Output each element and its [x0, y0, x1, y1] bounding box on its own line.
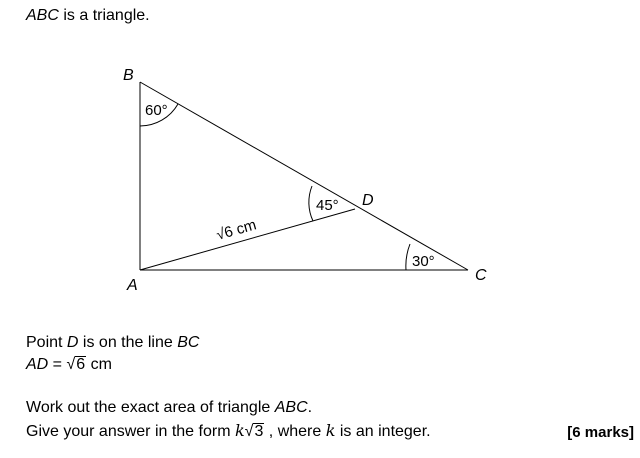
answer-text-3: is an integer. — [335, 423, 431, 440]
vertex-d-label: D — [362, 192, 374, 209]
task-var-abc: ABC — [274, 399, 308, 416]
task-period: . — [307, 399, 313, 416]
unit-text: cm — [86, 356, 112, 373]
statement-var-d: D — [66, 334, 79, 351]
ad-var: AD — [26, 356, 49, 373]
vertex-c-label: C — [475, 267, 487, 284]
vertex-a-label: A — [127, 277, 138, 294]
intro-body: is a triangle. — [58, 7, 150, 24]
answer-text-2: , where — [264, 423, 326, 440]
side-bc — [140, 82, 468, 270]
answer-var-k-2: k — [325, 421, 336, 440]
statement-text: Point — [26, 334, 67, 351]
radical-sign-2: √ — [244, 423, 254, 440]
task-statement — [26, 398, 312, 418]
length-ad-label: √6 cm — [214, 216, 259, 244]
sqrt-3 — [245, 422, 265, 442]
statement-var-bc: BC — [177, 334, 200, 351]
task-text: Work out the exact area of triangle — [26, 399, 275, 416]
radicand-2: 3 — [254, 423, 264, 440]
intro-vars: ABC — [26, 7, 59, 24]
vertex-b-label: B — [123, 67, 134, 84]
angle-c-arc — [406, 244, 410, 270]
angle-d-label: 45° — [316, 197, 339, 214]
point-d-statement — [26, 333, 199, 353]
radical-sign: √ — [66, 356, 76, 373]
angle-b-label: 60° — [145, 102, 168, 119]
angle-c-label: 30° — [412, 253, 435, 270]
answer-text: Give your answer in the form — [26, 423, 235, 440]
answer-form-statement — [26, 421, 431, 442]
ad-length-statement — [26, 355, 112, 375]
statement-text-2: is on the line — [78, 334, 178, 351]
angle-d-arc — [309, 186, 313, 221]
answer-var-k: k — [234, 421, 245, 440]
sqrt-6 — [66, 355, 86, 375]
equals-sign: = — [48, 356, 67, 373]
radicand: 6 — [76, 356, 86, 373]
marks-label: [6 marks] — [567, 424, 634, 441]
